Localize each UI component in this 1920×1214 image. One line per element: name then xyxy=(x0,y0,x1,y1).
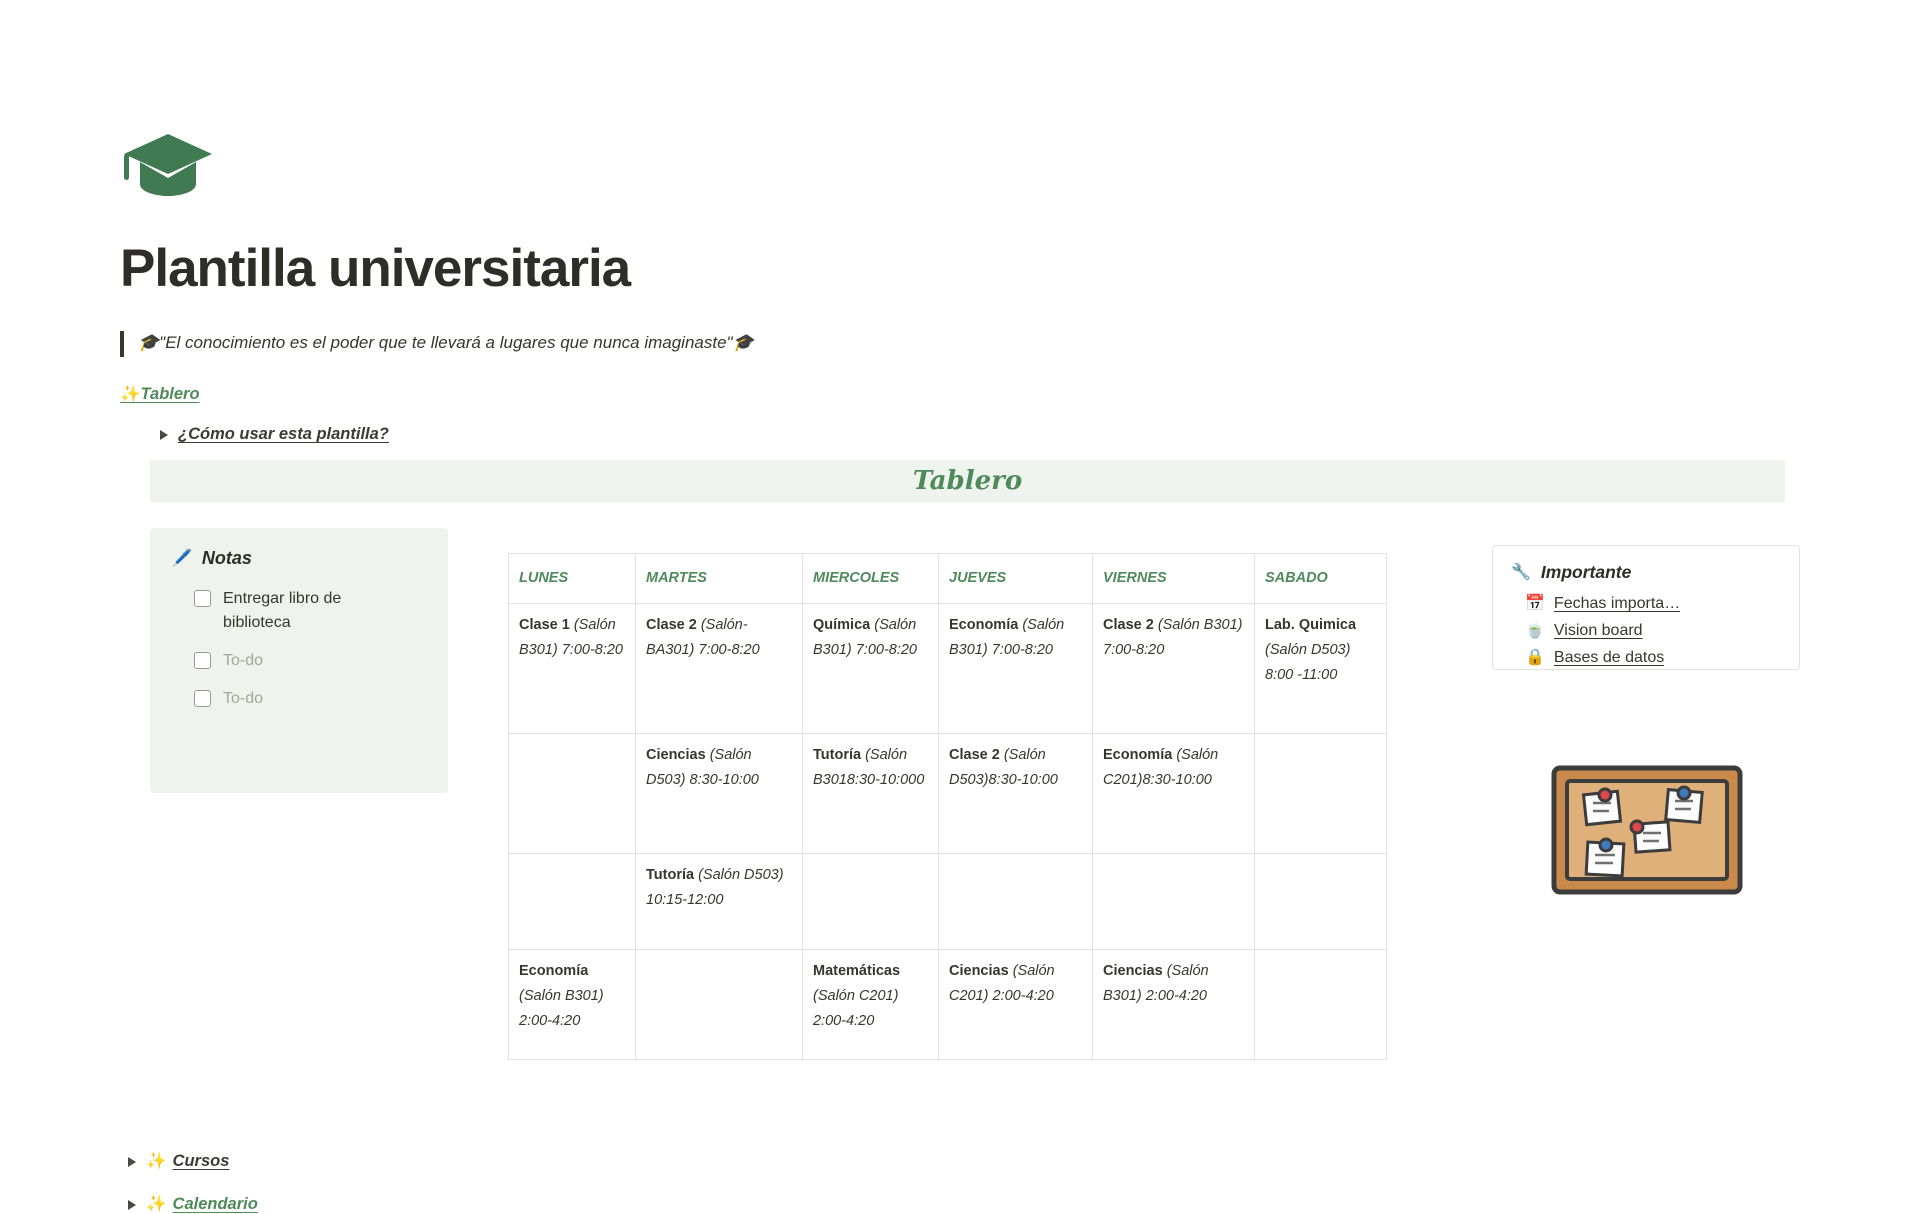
class-name: Economía xyxy=(519,963,589,979)
toggle-como-usar[interactable] xyxy=(160,425,389,444)
schedule-cell[interactable] xyxy=(509,734,636,854)
importante-card xyxy=(1492,545,1800,670)
column-header-martes: MARTES xyxy=(636,554,803,604)
table-row xyxy=(509,950,1387,1060)
class-detail: (Salón C201) 2:00-4:20 xyxy=(813,988,899,1029)
class-name: Clase 2 xyxy=(949,747,1000,763)
class-detail: (Salón D503) 8:30-10:00 xyxy=(646,747,759,788)
lock-icon: 🔒 xyxy=(1525,649,1545,666)
sparkles-icon: ✨ xyxy=(120,385,141,403)
toggle-calendario[interactable] xyxy=(128,1195,258,1214)
notas-header xyxy=(172,548,426,569)
schedule-cell[interactable] xyxy=(636,854,803,950)
tablero-banner-text: Tablero xyxy=(912,466,1023,496)
class-name: Clase 2 xyxy=(646,617,697,633)
class-name: Tutoría xyxy=(646,867,695,883)
class-name: Química xyxy=(813,617,871,633)
schedule-cell[interactable] xyxy=(803,604,939,734)
schedule-cell[interactable] xyxy=(1093,854,1255,950)
schedule-cell[interactable] xyxy=(636,604,803,734)
table-row xyxy=(509,604,1387,734)
schedule-cell[interactable] xyxy=(1093,950,1255,1060)
wrench-icon: 🔧 xyxy=(1511,563,1531,581)
table-header-row xyxy=(509,554,1387,604)
notas-card xyxy=(150,528,448,793)
class-detail: (Salón B301) 2:00-4:20 xyxy=(1103,963,1209,1004)
class-detail: (Salón D503) 10:15-12:00 xyxy=(646,867,784,908)
todo-label: To-do xyxy=(223,652,264,669)
schedule-cell[interactable] xyxy=(1093,604,1255,734)
toggle-cursos-label: Cursos xyxy=(172,1152,230,1170)
class-detail: (Salón B301) 7:00-8:20 xyxy=(949,617,1065,658)
class-name: Ciencias xyxy=(646,747,706,763)
class-name: Clase 1 xyxy=(519,617,570,633)
todo-checkbox[interactable] xyxy=(194,652,211,669)
list-item[interactable] xyxy=(194,587,426,635)
sparkles-icon: ✨ xyxy=(146,1195,167,1213)
schedule-cell[interactable] xyxy=(803,950,939,1060)
importante-title: Importante xyxy=(1540,562,1632,582)
table-row xyxy=(509,854,1387,950)
schedule-cell[interactable] xyxy=(803,734,939,854)
graduation-cap-icon xyxy=(120,128,216,200)
tablero-banner xyxy=(150,460,1785,502)
todo-label: To-do xyxy=(223,690,264,707)
class-name: Clase 2 xyxy=(1103,617,1154,633)
class-detail: (Salón D503) 8:00 -11:00 xyxy=(1265,642,1351,683)
toggle-cursos[interactable] xyxy=(128,1152,229,1171)
importante-header xyxy=(1511,562,1781,583)
link-bases-de-datos-label: Bases de datos xyxy=(1553,649,1665,666)
tea-icon: 🍵 xyxy=(1525,622,1545,639)
class-detail: (Salón D503)8:30-10:00 xyxy=(949,747,1058,788)
pen-icon: 🖊️ xyxy=(172,549,192,567)
schedule-cell[interactable] xyxy=(1255,950,1387,1060)
schedule-cell[interactable] xyxy=(939,734,1093,854)
toggle-calendario-label: Calendario xyxy=(172,1195,258,1213)
chevron-right-icon[interactable] xyxy=(128,1200,136,1210)
schedule-cell[interactable] xyxy=(939,950,1093,1060)
chevron-right-icon[interactable] xyxy=(160,430,168,440)
schedule-cell[interactable] xyxy=(1255,604,1387,734)
class-detail: (Salón B3018:30-10:000 xyxy=(813,747,925,788)
class-name: Tutoría xyxy=(813,747,862,763)
todo-label: Entregar libro de biblioteca xyxy=(223,590,342,631)
todo-checkbox[interactable] xyxy=(194,690,211,707)
schedule-cell[interactable] xyxy=(803,854,939,950)
schedule-cell[interactable] xyxy=(509,604,636,734)
class-name: Ciencias xyxy=(949,963,1009,979)
schedule-cell[interactable] xyxy=(939,854,1093,950)
class-detail: (Salón- BA301) 7:00-8:20 xyxy=(646,617,760,658)
link-bases-de-datos[interactable] xyxy=(1525,649,1781,667)
table-row xyxy=(509,734,1387,854)
link-fechas-importantes[interactable] xyxy=(1525,595,1781,613)
toggle-como-usar-label: ¿Cómo usar esta plantilla? xyxy=(178,425,389,443)
page-title: Plantilla universitaria xyxy=(120,239,631,298)
schedule-cell[interactable] xyxy=(636,734,803,854)
class-name: Economía xyxy=(1103,747,1173,763)
chevron-right-icon[interactable] xyxy=(128,1157,136,1167)
list-item[interactable] xyxy=(194,687,426,711)
quote-block xyxy=(120,330,1120,357)
column-header-miercoles: MIERCOLES xyxy=(803,554,939,604)
schedule-cell[interactable] xyxy=(1255,734,1387,854)
todo-checkbox[interactable] xyxy=(194,590,211,607)
class-detail: (Salón C201) 2:00-4:20 xyxy=(949,963,1055,1004)
schedule-cell[interactable] xyxy=(509,854,636,950)
class-name: Economía xyxy=(949,617,1019,633)
class-detail: (Salón B301) 7:00-8:20 xyxy=(813,617,917,658)
link-vision-board[interactable] xyxy=(1525,622,1781,640)
link-tablero[interactable] xyxy=(120,385,200,404)
link-fechas-importantes-label: Fechas importa… xyxy=(1553,595,1681,612)
column-header-lunes: LUNES xyxy=(509,554,636,604)
class-name: Ciencias xyxy=(1103,963,1163,979)
notas-title: Notas xyxy=(201,548,252,568)
quote-text: 🎓"El conocimiento es el poder que te llevará a lugares que nunca imaginaste"🎓 xyxy=(138,333,754,352)
schedule-table xyxy=(508,553,1387,1060)
column-header-sabado: SABADO xyxy=(1255,554,1387,604)
class-detail: (Salón C201)8:30-10:00 xyxy=(1103,747,1219,788)
schedule-cell[interactable] xyxy=(636,950,803,1060)
quote-bar xyxy=(120,331,124,357)
schedule-cell[interactable] xyxy=(1255,854,1387,950)
class-name: Matemáticas xyxy=(813,963,901,979)
sparkles-icon: ✨ xyxy=(146,1152,167,1170)
column-header-viernes: VIERNES xyxy=(1093,554,1255,604)
class-name: Lab. Quimica xyxy=(1265,617,1357,633)
schedule-cell[interactable] xyxy=(1093,734,1255,854)
list-item[interactable] xyxy=(194,649,426,673)
link-tablero-label: Tablero xyxy=(140,385,200,403)
class-detail: (Salón B301) 2:00-4:20 xyxy=(519,988,604,1029)
class-detail: (Salón B301) 7:00-8:20 xyxy=(519,617,623,658)
schedule-cell[interactable] xyxy=(939,604,1093,734)
schedule-cell[interactable] xyxy=(509,950,636,1060)
calendar-icon: 📅 xyxy=(1525,595,1545,612)
link-vision-board-label: Vision board xyxy=(1553,622,1643,639)
class-detail: (Salón B301) 7:00-8:20 xyxy=(1103,617,1243,658)
corkboard-image xyxy=(1551,765,1743,895)
column-header-jueves: JUEVES xyxy=(939,554,1093,604)
